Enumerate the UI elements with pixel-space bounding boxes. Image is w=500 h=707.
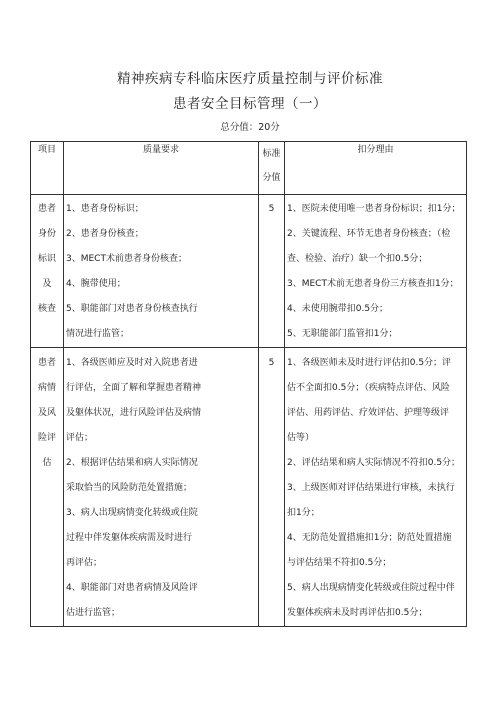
deduction-text-line: 估等） bbox=[287, 433, 315, 443]
item-text-line: 险评 bbox=[37, 433, 56, 443]
requirement-text-line: 3、MECT术前患者身份核查； bbox=[66, 254, 187, 264]
deduction-text-line: 查、检验、治疗）缺一个扣0.5分； bbox=[287, 254, 428, 264]
requirement-text-line: 过程中伴发躯体疾病需及时进行 bbox=[66, 533, 193, 543]
table-header-row bbox=[31, 142, 467, 195]
item-text-line: 患者 bbox=[37, 358, 56, 368]
score-cell bbox=[259, 348, 285, 627]
item-text-line: 身份 bbox=[37, 229, 56, 239]
header-item: 项目 bbox=[31, 142, 64, 195]
requirement-text-line: 采取恰当的风险防范处置措施； bbox=[66, 483, 193, 493]
requirement-text-line: 再评估； bbox=[66, 558, 103, 568]
deduction-text-line: 3、MECT术前无患者身份三方核查扣1分； bbox=[287, 279, 459, 289]
requirement-text-line: 行评估，全面了解和掌握患者精神 bbox=[66, 383, 202, 393]
header-score-line1: 标准 bbox=[262, 149, 281, 159]
header-score-line2: 分值 bbox=[262, 173, 281, 183]
requirement-text-line: 4、职能部门对患者病情及风险评 bbox=[66, 583, 198, 593]
requirement-text-line: 2、患者身份核查； bbox=[66, 229, 144, 239]
header-requirements: 质量要求 bbox=[64, 142, 259, 195]
item-text-line: 病情 bbox=[37, 383, 56, 393]
deduction-text-line: 5、无职能部门监管扣1分； bbox=[287, 329, 398, 339]
requirement-text-line: 3、病人出现病情变化转级或住院 bbox=[66, 508, 198, 518]
deduction-text-line: 4、未使用腕带扣0.5分； bbox=[287, 304, 389, 314]
requirement-text-line: 5、职能部门对患者身份核查执行 bbox=[66, 304, 198, 314]
score-value: 5 bbox=[268, 204, 275, 214]
deduction-text-line: 2、关键流程、环节无患者身份核查；（检 bbox=[287, 229, 451, 239]
requirement-text-line: 估进行监管； bbox=[66, 608, 121, 618]
total-score: 总分值：20分 bbox=[220, 122, 280, 133]
quality-standard-table bbox=[30, 141, 467, 627]
requirement-text-line: 1、各级医师应及时对入院患者进 bbox=[66, 358, 198, 368]
deduction-text-line: 1、医院未使用唯一患者身份标识；扣1分； bbox=[287, 204, 461, 214]
item-text-line: 患者 bbox=[37, 204, 56, 214]
item-cell bbox=[31, 195, 64, 348]
score-value: 5 bbox=[268, 358, 275, 368]
deduction-cell bbox=[285, 348, 467, 627]
requirement-text-line: 1、患者身份标识； bbox=[66, 204, 144, 214]
header-deduction: 扣分理由 bbox=[285, 142, 467, 195]
deduction-text-line: 5、病人出现病情变化转级或住院过程中伴 bbox=[287, 583, 455, 593]
deduction-text-line: 与评估结果不符扣0.5分； bbox=[287, 558, 392, 568]
item-cell bbox=[31, 348, 64, 627]
deduction-text-line: 评估、用药评估、疗效评估、护理等级评 bbox=[287, 408, 450, 418]
deduction-cell bbox=[285, 195, 467, 348]
item-text-line: 标识 bbox=[37, 254, 56, 264]
requirement-text-line: 情况进行监管； bbox=[66, 329, 130, 339]
deduction-text-line: 扣1分； bbox=[287, 508, 320, 518]
requirement-text-line: 及躯体状况，进行风险评估及病情 bbox=[66, 408, 202, 418]
table-row bbox=[31, 348, 467, 627]
deduction-text-line: 4、无防范处置措施扣1分；防范处置措施 bbox=[287, 533, 452, 543]
score-cell bbox=[259, 195, 285, 348]
requirement-text-line: 评估； bbox=[66, 433, 94, 443]
requirement-text-line: 4、腕带使用； bbox=[66, 279, 126, 289]
item-text-line: 估 bbox=[42, 458, 52, 468]
deduction-text-line: 3、上级医师对评估结果进行审核，未执行 bbox=[287, 483, 455, 493]
table-row bbox=[31, 195, 467, 348]
item-text-line: 及风 bbox=[37, 408, 56, 418]
deduction-text-line: 估不全面扣0.5分；（疾病特点评估、风险 bbox=[287, 383, 450, 393]
header-score bbox=[259, 142, 285, 195]
requirement-text-line: 2、根据评估结果和病人实际情况 bbox=[66, 458, 198, 468]
item-text-line: 及 bbox=[42, 279, 52, 289]
requirements-cell bbox=[64, 348, 259, 627]
item-text-line: 核查 bbox=[37, 304, 56, 314]
document-subtitle: 患者安全目标管理（一） bbox=[173, 96, 327, 112]
deduction-text-line: 2、评估结果和病人实际情况不符扣0.5分； bbox=[287, 458, 461, 468]
document-title: 精神疾病专科临床医疗质量控制与评价标准 bbox=[117, 71, 383, 87]
deduction-text-line: 发躯体疾病未及时再评估扣0.5分； bbox=[287, 608, 428, 618]
requirements-cell bbox=[64, 195, 259, 348]
deduction-text-line: 1、各级医师未及时进行评估扣0.5分；评 bbox=[287, 358, 452, 368]
